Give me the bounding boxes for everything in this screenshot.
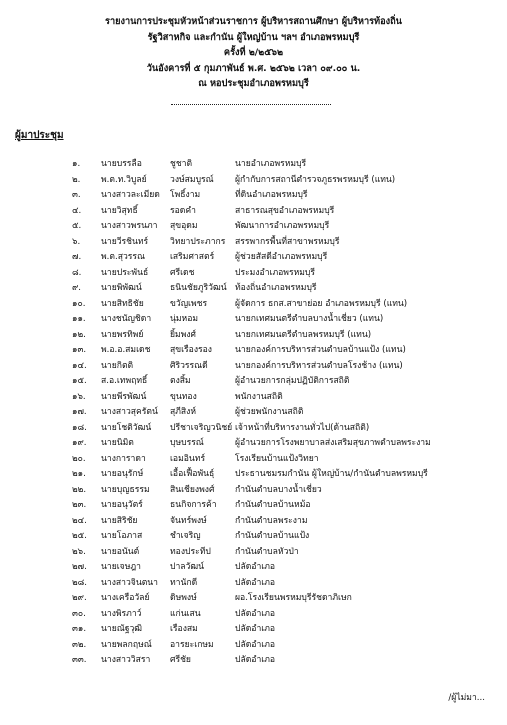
attendee-first-name: นายวิสุทธิ์ <box>101 205 138 216</box>
attendee-last-name: ทองประทีป <box>170 546 211 557</box>
attendee-row <box>0 312 507 328</box>
attendee-number: ๓๓. <box>72 655 87 665</box>
attendee-last-name: ศรีชัย <box>170 655 191 665</box>
attendee-last-name: ดิษพงษ์ <box>170 593 197 603</box>
attendee-first-name: นางสาวพรนภา <box>101 221 158 231</box>
attendee-row <box>0 297 507 313</box>
attendee-last-name: ทานักดี <box>170 577 198 588</box>
attendee-last-name: จันทร์พงษ์ <box>170 515 207 526</box>
attendee-first-name: นายพลกฤษณ์ <box>101 639 152 650</box>
attendee-row <box>0 219 507 235</box>
attendee-last-name: ตงสิ้ม <box>170 376 191 386</box>
attendee-row <box>0 421 507 437</box>
section-title-attendees: ผู้มาประชุม <box>15 130 64 141</box>
attendee-row <box>0 204 507 220</box>
attendee-position: ประมงอำเภอพรหมบุรี <box>235 267 315 278</box>
attendee-position: นายอำเภอพรหมบุรี <box>235 159 307 169</box>
attendee-position: นายกเทศมนตรีตำบลบางน้ำเชี่ยว (แทน) <box>235 314 384 324</box>
attendee-number: ๙. <box>72 283 82 293</box>
attendee-first-name: นายณัฐวุฒิ <box>101 624 143 634</box>
attendee-number: ๕. <box>72 221 82 231</box>
attendee-number: ๓. <box>72 190 81 200</box>
attendee-row <box>0 188 507 204</box>
attendee-last-name: โพธิ์งาม <box>170 190 201 200</box>
attendee-row <box>0 483 507 499</box>
attendee-position: ผู้อำนวยการโรงพยาบาลส่งเสริมสุขภาพตำบลพระงาม <box>235 438 431 448</box>
header-title-line2: รัฐวิสาหกิจ และกำนัน ผู้ใหญ่บ้าน ฯลฯ อำเภอพรหมบุรี <box>147 31 360 43</box>
attendee-number: ๒๖. <box>72 546 86 557</box>
attendee-last-name: ธนินชัยภูริวัฒน์ <box>170 283 227 293</box>
attendee-first-name: นายอนันต์ <box>101 546 140 557</box>
attendee-first-name: นายอนุวัตร์ <box>101 500 143 510</box>
attendee-first-name: นายพรทิพย์ <box>101 329 144 340</box>
attendee-row <box>0 498 507 514</box>
attendee-position: นายกองค์การบริหารส่วนตำบลบ้านแป้ง (แทน) <box>235 345 406 355</box>
attendee-last-name: ขวัญเพชร <box>170 298 208 309</box>
attendee-number: ๓๒. <box>72 639 87 650</box>
header-date-time: วันอังคารที่ ๕ กุมภาพันธ์ พ.ศ. ๒๕๖๒ เวลา ๐๙.๐๐ น. <box>146 62 361 74</box>
attendee-last-name: อารยะเกษม <box>170 639 214 650</box>
attendee-row <box>0 545 507 561</box>
attendee-last-name: สุขอุดม <box>170 221 198 231</box>
attendee-first-name: นางเครือวัลย์ <box>101 593 150 603</box>
attendee-position: สรรพากรพื้นที่สาขาพรหมบุรี <box>235 236 340 247</box>
attendee-row <box>0 266 507 282</box>
attendee-number: ๒๘. <box>72 577 88 588</box>
attendee-position: ปลัดอำเภอ <box>235 639 276 650</box>
attendee-position: กำนันตำบลบ้านแป้ง <box>235 531 310 541</box>
attendee-position: ผอ.โรงเรียนพรหมบุรีรัชดาภิเษก <box>235 593 352 603</box>
attendee-position: ปลัดอำเภอ <box>235 624 276 634</box>
attendee-row <box>0 390 507 406</box>
attendee-first-name: นางสาวจินตนา <box>101 577 158 588</box>
attendee-first-name: พ.อ.อ.สมเดช <box>101 345 151 355</box>
attendee-row <box>0 157 507 173</box>
attendee-row <box>0 328 507 344</box>
attendee-position: ผู้อำนวยการกลุ่มปฏิบัติการสถิติ <box>235 376 350 386</box>
attendee-position: กำนันตำบลหัวป่า <box>235 546 299 557</box>
header-separator <box>171 104 331 105</box>
attendee-number: ๓๑. <box>72 624 87 634</box>
attendee-row <box>0 343 507 359</box>
attendee-row <box>0 405 507 421</box>
attendee-position: พัฒนาการอำเภอพรหมบุรี <box>235 221 330 231</box>
attendee-position: โรงเรียนบ้านแป้งวิทยา <box>235 453 319 464</box>
attendee-last-name: ปาลวัฒน์ <box>170 562 205 572</box>
attendee-first-name: นางชนัญชิดา <box>101 314 152 324</box>
attendee-position: ปลัดอำเภอ <box>235 655 276 665</box>
attendee-row <box>0 638 507 654</box>
attendee-row <box>0 235 507 251</box>
attendee-position: ที่ดินอำเภอพรหมบุรี <box>235 190 308 200</box>
attendee-first-name: นายสิริชัย <box>101 515 138 526</box>
document-header <box>0 14 507 92</box>
attendee-last-name: วงษ์สมบูรณ์ <box>170 174 214 185</box>
attendee-position: กำนันตำบลบางน้ำเชี่ยว <box>235 484 322 495</box>
attendee-position: กำนันตำบลพระงาม <box>235 515 308 526</box>
attendee-last-name: ธนกิจการค้า <box>170 500 217 510</box>
attendee-row <box>0 452 507 468</box>
attendee-last-name: เรืองสม <box>170 624 198 634</box>
attendee-first-name: นายบรรลือ <box>101 159 142 169</box>
attendee-number: ๒๗. <box>72 562 87 572</box>
attendee-number: ๘. <box>72 267 82 278</box>
attendee-row <box>0 173 507 189</box>
attendee-first-name: พ.ต.สุวรรณ <box>101 252 145 262</box>
attendee-first-name: นายพิพัฒน์ <box>101 283 142 293</box>
attendee-first-name: ส.อ.เทพฤทธิ์ <box>101 376 148 386</box>
attendee-last-name: ชูชาติ <box>170 159 193 169</box>
header-venue: ณ หอประชุมอำเภอพรหมบุรี <box>198 78 309 90</box>
attendee-number: ๒๐. <box>72 453 86 464</box>
attendee-row <box>0 529 507 545</box>
attendee-first-name: นางพิรภาว์ <box>101 608 142 619</box>
attendee-number: ๑๖. <box>72 391 86 402</box>
attendee-first-name: นายเจษฎา <box>101 562 141 572</box>
attendee-number: ๒๒. <box>72 484 87 495</box>
attendee-first-name: นายกิตติ <box>101 360 134 371</box>
attendee-number: ๒. <box>72 174 81 185</box>
attendee-position: กำนันตำบลบ้านหม้อ <box>235 500 311 510</box>
attendee-first-name: นางสาวละเมียด <box>101 190 160 200</box>
attendee-row <box>0 607 507 623</box>
attendee-last-name: วิทยาประภากร <box>170 236 226 247</box>
attendee-first-name: นางการาดา <box>101 453 146 464</box>
attendee-row <box>0 374 507 390</box>
attendee-row <box>0 359 507 375</box>
attendee-last-name: ปรีชาเจริญวนิชย์ <box>170 422 233 433</box>
attendee-number: ๑๐. <box>72 298 86 309</box>
attendee-number: ๑๕. <box>72 376 87 386</box>
attendee-last-name: เอื้อเฟื้อพันธุ์ <box>170 469 215 479</box>
attendee-last-name: เอมอินทร์ <box>170 453 206 464</box>
attendee-position: เจ้าหน้าที่บริหารงานทั่วไป(ด้านสถิติ) <box>235 422 370 433</box>
attendee-row <box>0 622 507 638</box>
attendee-row <box>0 653 507 669</box>
attendee-row <box>0 467 507 483</box>
attendee-list <box>0 157 507 669</box>
attendee-number: ๒๔. <box>72 515 87 526</box>
continuation-note: /ผู้ไม่มา... <box>448 693 485 703</box>
header-meeting-number: ครั้งที่ ๒/๒๕๖๒ <box>223 47 284 59</box>
attendee-number: ๑๔. <box>72 360 87 371</box>
attendee-position: ปลัดอำเภอ <box>235 577 276 588</box>
attendee-row <box>0 250 507 266</box>
attendee-first-name: นายโชติวัฒน์ <box>101 422 152 433</box>
attendee-number: ๑๘. <box>72 422 87 433</box>
attendee-last-name: ชำเจริญ <box>170 531 201 541</box>
attendee-row <box>0 281 507 297</box>
attendee-number: ๑. <box>72 159 81 169</box>
attendee-number: ๗. <box>72 252 82 262</box>
attendee-last-name: สุขเรืองรอง <box>170 345 213 355</box>
attendee-number: ๒๑. <box>72 469 86 479</box>
attendee-first-name: นางสาววิสรา <box>101 655 151 665</box>
attendee-position: ผู้ช่วยพนักงานสถิติ <box>235 407 304 417</box>
attendee-last-name: ศิริวรรณดี <box>170 360 208 371</box>
attendee-row <box>0 576 507 592</box>
attendee-number: ๑๗. <box>72 407 87 417</box>
attendee-position: ปลัดอำเภอ <box>235 608 276 619</box>
attendee-row <box>0 514 507 530</box>
attendee-first-name: นายอนุรักษ์ <box>101 469 144 479</box>
attendee-last-name: บุษบรรณ์ <box>170 438 204 448</box>
attendee-last-name: นุ่มหอม <box>170 314 199 324</box>
attendee-row <box>0 436 507 452</box>
attendee-number: ๔. <box>72 205 82 216</box>
attendee-first-name: นายสิทธิชัย <box>101 298 144 309</box>
attendee-first-name: นายบุญธรรม <box>101 484 150 495</box>
attendee-position: ปลัดอำเภอ <box>235 562 276 572</box>
attendee-last-name: เสริมศาสตร์ <box>170 252 215 262</box>
attendee-number: ๑๒. <box>72 329 86 340</box>
attendee-last-name: สินเชียงพงศ์ <box>170 484 215 495</box>
attendee-position: สาธารณสุขอำเภอพรหมบุรี <box>235 205 335 216</box>
attendee-first-name: พ.ต.ท.วิบูลย์ <box>101 174 147 185</box>
attendee-position: ประธานชมรมกำนัน ผู้ใหญ่บ้าน/กำนันตำบลพรหมบุรี <box>235 469 428 479</box>
attendee-last-name: รอดคำ <box>170 205 196 216</box>
header-title-line1: รายงานการประชุมหัวหน้าส่วนราชการ ผู้บริหารสถานศึกษา ผู้บริหารท้องถิ่น <box>105 16 402 27</box>
attendee-position: พนักงานสถิติ <box>235 391 283 402</box>
attendee-position: ท้องถิ่นอำเภอพรหมบุรี <box>235 283 317 293</box>
attendee-row <box>0 560 507 576</box>
attendee-last-name: สุภีสิงห์ <box>170 407 197 417</box>
attendee-position: ผู้กำกับการสถานีตำรวจภูธรพรหมบุรี (แทน) <box>235 174 396 185</box>
attendee-number: ๖. <box>72 236 81 247</box>
attendee-number: ๒๙. <box>72 593 87 603</box>
attendee-position: ผู้จัดการ ธกส.สาขาย่อย อำเภอพรหมบุรี (แทน) <box>235 298 408 309</box>
attendee-row <box>0 591 507 607</box>
attendee-number: ๓๐. <box>72 608 86 619</box>
attendee-first-name: นายวีรชินทร์ <box>101 236 149 247</box>
attendee-first-name: นางสาวสุครัตน์ <box>101 407 158 417</box>
attendee-position: นายกเทศมนตรีตำบลพรหมบุรี (แทน) <box>235 329 372 340</box>
attendee-first-name: นายประพันธ์ <box>101 267 149 278</box>
attendee-first-name: นายนิมิต <box>101 438 134 448</box>
attendee-number: ๑๑. <box>72 314 86 324</box>
attendee-position: นายกองค์การบริหารส่วนตำบลโรงช้าง (แทน) <box>235 360 403 371</box>
attendee-number: ๒๓. <box>72 500 87 510</box>
attendee-first-name: นายโอภาส <box>101 531 143 541</box>
attendee-position: ผู้ช่วยสัสดีอำเภอพรหมบุรี <box>235 252 328 262</box>
attendee-last-name: ขุนทอง <box>170 391 197 402</box>
attendee-last-name: ยิ้มพงศ์ <box>170 329 197 340</box>
attendee-number: ๒๕. <box>72 531 87 541</box>
attendee-number: ๑๙. <box>72 438 87 448</box>
attendee-last-name: ศรีเดช <box>170 267 195 278</box>
attendee-number: ๑๓. <box>72 345 87 355</box>
attendee-first-name: นายพีรพัฒน์ <box>101 391 147 402</box>
attendee-last-name: แก่นเสน <box>170 608 201 619</box>
